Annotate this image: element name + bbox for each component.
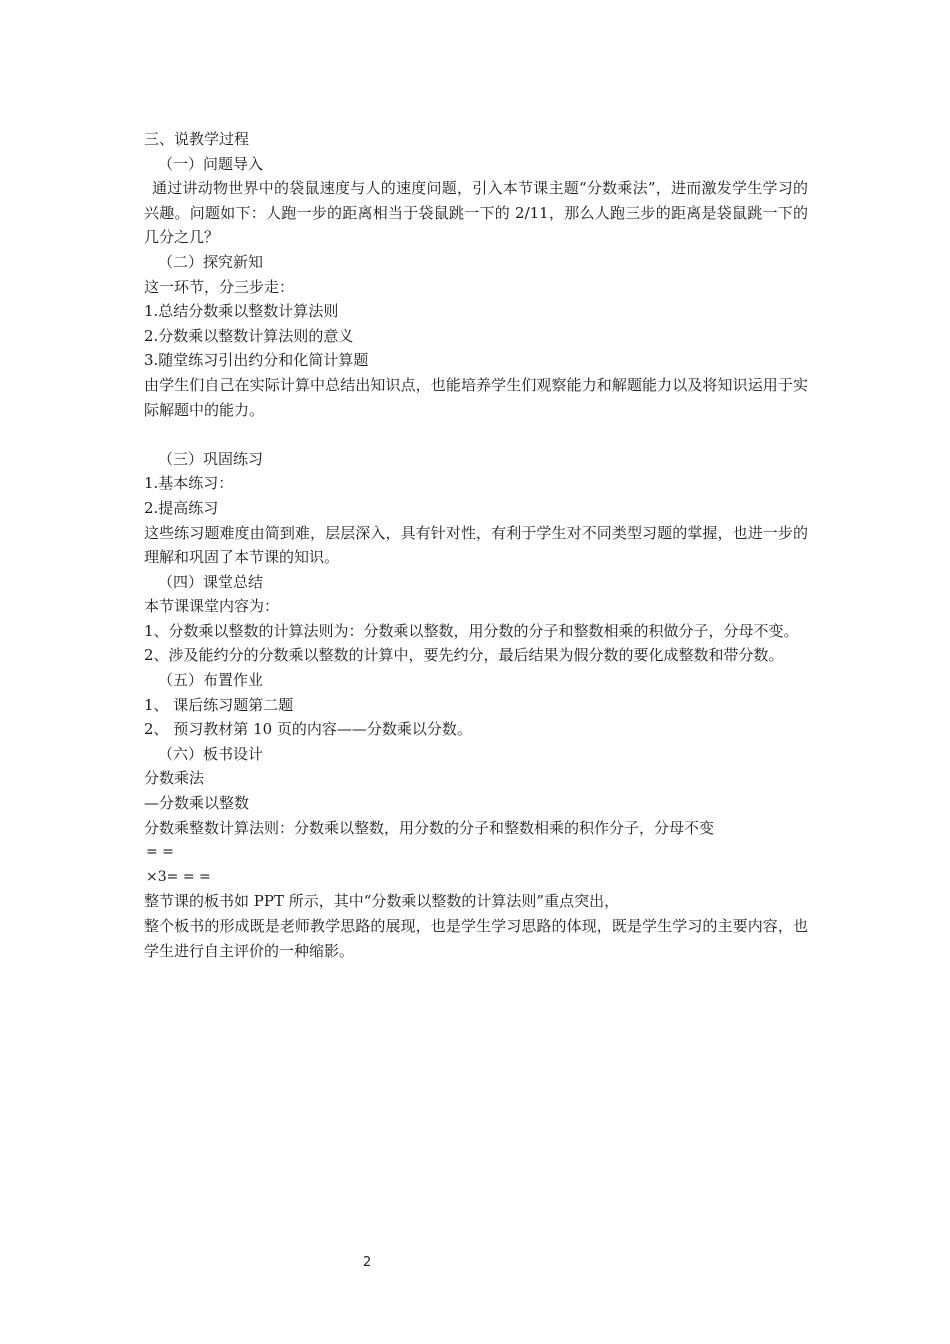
paragraph-board-design: 整个板书的形成既是老师教学思路的展现，也是学生学习思路的体现，既是学生学习的主要内容，也学生进行自主评价的一种缩影。 — [144, 917, 808, 960]
board-line: 分数乘整数计算法则：分数乘以整数，用分数的分子和整数相乘的积作分子，分母不变 — [144, 818, 715, 837]
section-title-board-design: （六）板书设计 — [158, 744, 264, 763]
section-title-explore: （二）探究新知 — [158, 252, 264, 271]
list-item: 2、涉及能约分的分数乘以整数的计算中，要先约分，最后结果为假分数的要化成整数和带分数。 — [144, 646, 784, 665]
section-title-homework: （五）布置作业 — [158, 671, 264, 690]
document-body — [144, 127, 808, 963]
list-item: 1、分数乘以整数的计算法则为：分数乘以整数，用分数的分子和整数相乘的积做分子，分母不变。 — [144, 621, 799, 640]
blank-line — [144, 422, 808, 447]
section-title-summary: （四）课堂总结 — [158, 572, 264, 591]
list-item: 1.总结分数乘以整数计算法则 — [144, 302, 339, 321]
explore-intro: 这一环节，分三步走： — [144, 277, 295, 296]
paragraph-explore: 由学生们自己在实际计算中总结出知识点，也能培养学生们观察能力和解题能力以及将知识运用于实际解题中的能力。 — [144, 375, 808, 419]
list-item: 1、 课后练习题第二题 — [144, 695, 294, 714]
section-title-problem-intro: （一）问题导入 — [158, 154, 264, 173]
section-title-practice: （三）巩固练习 — [158, 449, 264, 468]
page-number: 2 — [363, 1255, 372, 1270]
board-note: 整节课的板书如 PPT 所示，其中“分数乘以整数的计算法则”重点突出， — [144, 892, 620, 911]
paragraph-practice: 这些练习题难度由简到难，层层深入，具有针对性，有利于学生对不同类型习题的掌握，也进一步的理解和巩固了本节课的知识。 — [144, 523, 808, 567]
list-item: 1.基本练习： — [144, 474, 234, 493]
list-item: 2.分数乘以整数计算法则的意义 — [144, 326, 354, 345]
paragraph-problem-intro: 通过讲动物世界中的袋鼠速度与人的速度问题，引入本节课主题“分数乘法”，进而激发学生学习的兴趣。问题如下：人跑一步的距离相当于袋鼠跳一下的 2/11，那么人跑三步的距离是袋鼠跳一下的几分之几？ — [144, 179, 808, 247]
math-line: = = — [146, 844, 174, 861]
list-item: 2.提高练习 — [144, 498, 219, 517]
section-heading: 三、说教学过程 — [144, 130, 250, 148]
summary-intro: 本节课课堂内容为： — [144, 597, 280, 616]
list-item: 2、 预习教材第 10 页的内容——分数乘以分数。 — [144, 720, 472, 739]
board-line: 分数乘法 — [144, 769, 205, 788]
list-item: 3.随堂练习引出约分和化简计算题 — [144, 351, 369, 370]
board-line: —分数乘以整数 — [144, 794, 250, 813]
math-line: ×3= = = — [146, 868, 211, 885]
